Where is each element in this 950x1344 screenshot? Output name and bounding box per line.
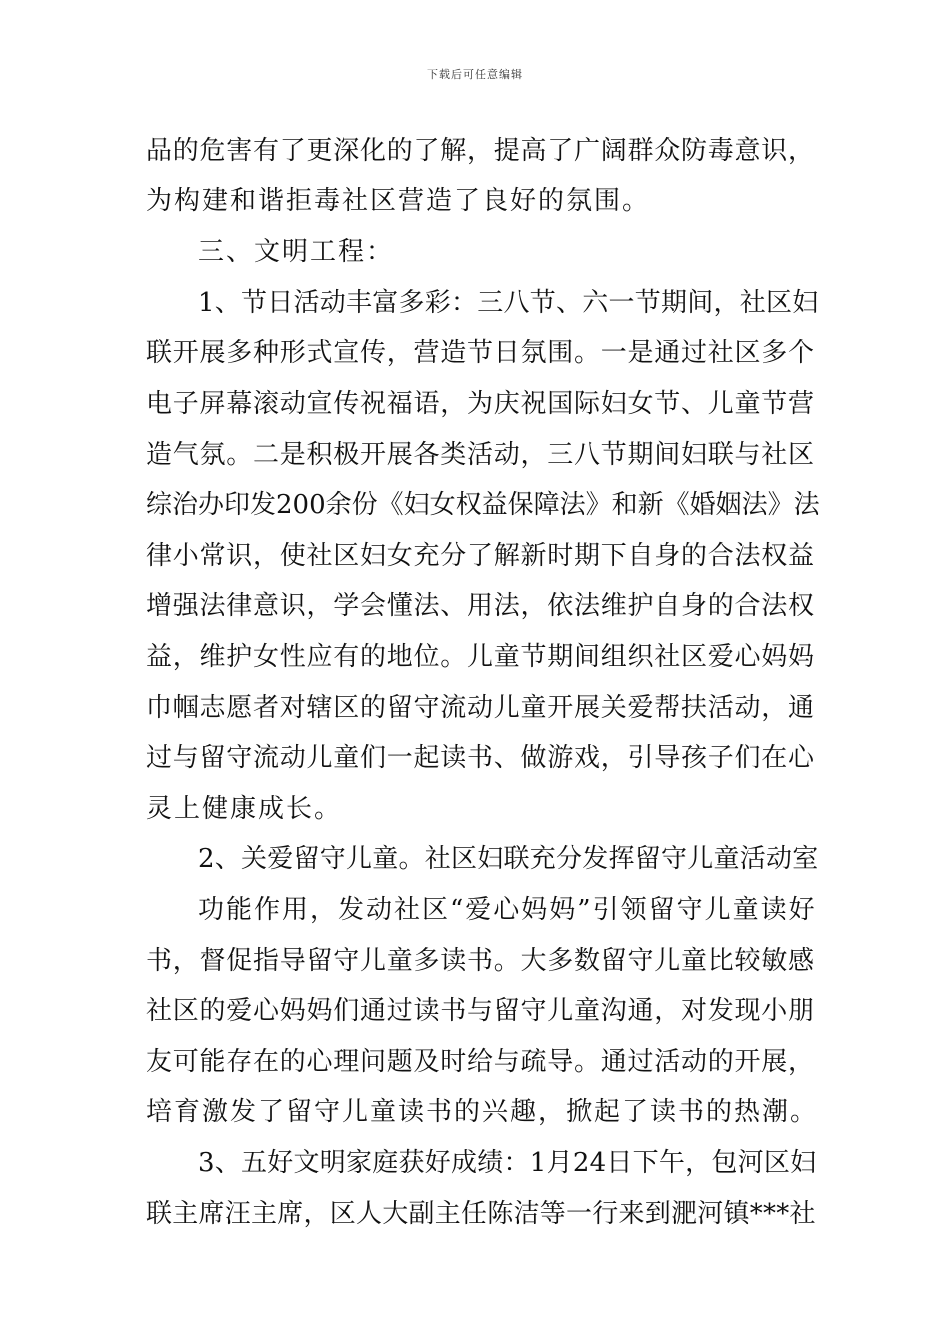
text-line: 联主席汪主席，区人大副主任陈洁等一行来到淝河镇***社: [146, 1199, 816, 1229]
text-line: 为构建和谐拒毒社区营造了良好的氛围。: [146, 186, 651, 216]
text-line: 律小常识，使社区妇女充分了解新时期下自身的合法权益: [146, 541, 815, 571]
text-line: 友可能存在的心理问题及时给与疏导。通过活动的开展，: [146, 1047, 815, 1077]
text-line: 电子屏幕滚动宣传祝福语，为庆祝国际妇女节、儿童节营: [146, 389, 815, 419]
text-line: 巾帼志愿者对辖区的留守流动儿童开展关爱帮扶活动，通: [146, 693, 815, 723]
text-line: 益，维护女性应有的地位。儿童节期间组织社区爱心妈妈: [146, 642, 815, 672]
text-line: 3、五好文明家庭获好成绩：1月24日下午，包河区妇: [198, 1148, 817, 1178]
text-line: 培育激发了留守儿童读书的兴趣，掀起了读书的热潮。: [146, 1097, 819, 1127]
text-line: 社区的爱心妈妈们通过读书与留守儿童沟通，对发现小朋: [146, 996, 815, 1026]
text-line: 造气氛。二是积极开展各类活动，三八节期间妇联与社区: [146, 440, 815, 470]
text-line: 联开展多种形式宣传，营造节日氛围。一是通过社区多个: [146, 338, 815, 368]
text-line: 综治办印发200余份《妇女权益保障法》和新《婚姻法》法: [146, 490, 820, 520]
text-line: 功能作用，发动社区“爱心妈妈”引领留守儿童读好: [198, 895, 817, 925]
text-line: 灵上健康成长。: [146, 794, 343, 824]
text-line: 增强法律意识，学会懂法、用法，依法维护自身的合法权: [146, 591, 815, 621]
text-line: 过与留守流动儿童们一起读书、做游戏，引导孩子们在心: [146, 743, 815, 773]
text-line: 1、节日活动丰富多彩：三八节、六一节期间，社区妇: [198, 288, 819, 318]
text-line: 品的危害有了更深化的了解，提高了广阔群众防毒意识，: [146, 136, 815, 166]
text-line: 2、关爱留守儿童。社区妇联充分发挥留守儿童活动室: [198, 844, 819, 874]
section-heading: 三、文明工程：: [198, 237, 395, 267]
page-header: 下载后可任意编辑: [427, 68, 523, 81]
text-line: 书，督促指导留守儿童多读书。大多数留守儿童比较敏感: [146, 946, 815, 976]
